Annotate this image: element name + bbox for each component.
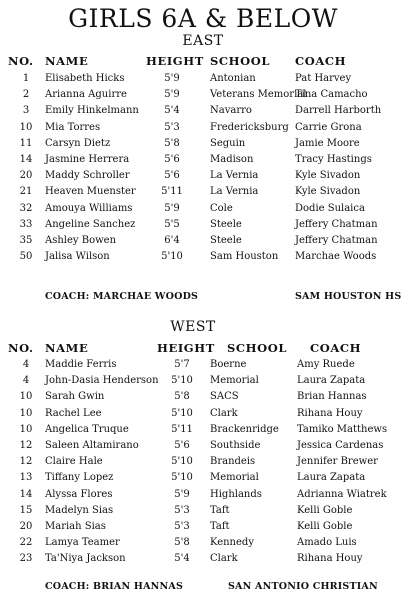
west-header-school: SCHOOL (227, 341, 288, 355)
cell-no: 10 (19, 121, 33, 133)
cell-no: 21 (19, 186, 33, 198)
cell-no: 10 (19, 423, 33, 435)
cell-school: Antonian (210, 73, 256, 84)
east-section-title: EAST (182, 33, 224, 49)
west-roster (0, 359, 406, 569)
table-row (0, 456, 406, 472)
west-header-height: HEIGHT (157, 341, 215, 355)
cell-coach: Marchae Woods (295, 251, 377, 263)
cell-no: 12 (19, 456, 33, 468)
cell-name: Rachel Lee (45, 407, 102, 419)
cell-no: 2 (22, 89, 30, 101)
cell-school: Boerne (210, 359, 247, 370)
cell-height: 5'9 (174, 488, 190, 500)
cell-coach: Rihana Houy (297, 553, 363, 565)
cell-coach: Tina Camacho (295, 89, 368, 101)
cell-no: 23 (19, 553, 33, 565)
cell-no: 3 (22, 105, 30, 117)
cell-coach: Kelli Goble (297, 520, 353, 532)
cell-coach: Adrianna Wiatrek (297, 488, 387, 500)
table-row (0, 553, 406, 569)
cell-height: 5'8 (164, 137, 180, 149)
cell-school: La Vernia (210, 186, 259, 198)
cell-no: 10 (19, 407, 33, 419)
cell-school: Steele (210, 218, 242, 230)
cell-school: Brandeis (210, 456, 256, 468)
cell-no: 11 (19, 137, 33, 149)
table-row (0, 359, 406, 375)
cell-height: 5'8 (174, 537, 190, 549)
cell-coach: Darrell Harborth (295, 105, 382, 117)
cell-coach: Jamie Moore (295, 137, 360, 149)
cell-school: Kennedy (210, 537, 254, 549)
cell-school: Fredericksburg (210, 121, 289, 133)
cell-no: 32 (19, 202, 33, 214)
cell-name: Lamya Teamer (45, 537, 120, 549)
east-footer-coach: COACH: MARCHAE WOODS (45, 291, 199, 302)
cell-coach: Tamiko Matthews (297, 423, 388, 435)
table-row (0, 505, 406, 521)
cell-coach: Rihana Houy (297, 407, 363, 419)
cell-coach: Brian Hannas (297, 391, 367, 403)
table-row (0, 521, 406, 537)
cell-school: Madison (210, 153, 254, 165)
cell-coach: Carrie Grona (295, 121, 362, 133)
cell-coach: Jessica Cardenas (297, 439, 384, 451)
cell-school: Cole (210, 202, 233, 214)
cell-school: Highlands (210, 488, 262, 500)
table-row (0, 424, 406, 440)
cell-name: Ta'Niya Jackson (45, 553, 126, 565)
table-row (0, 89, 406, 105)
cell-name: Ashley Bowen (45, 234, 117, 246)
cell-coach: Amy Ruede (297, 359, 355, 370)
west-footer-school: SAN ANTONIO CHRISTIAN (228, 581, 378, 592)
table-row (0, 440, 406, 456)
cell-name: Saleen Altamirano (45, 439, 139, 451)
east-roster (0, 73, 406, 267)
cell-name: Angeline Sanchez (45, 218, 136, 230)
cell-name: Sarah Gwin (45, 391, 105, 403)
cell-height: 5'4 (164, 105, 180, 117)
cell-school: Seguin (210, 137, 246, 149)
cell-no: 12 (19, 439, 33, 451)
cell-coach: Jeffery Chatman (295, 234, 378, 246)
east-header-school: SCHOOL (210, 54, 271, 68)
cell-coach: Tracy Hastings (295, 153, 372, 165)
cell-height: 5'10 (161, 251, 183, 263)
table-row (0, 203, 406, 219)
cell-name: Madelyn Sias (45, 504, 114, 516)
cell-name: Maddy Schroller (45, 170, 130, 182)
cell-height: 5'9 (164, 202, 180, 214)
table-row (0, 170, 406, 186)
cell-height: 5'5 (164, 218, 180, 230)
cell-no: 1 (22, 73, 30, 84)
cell-no: 14 (19, 153, 33, 165)
cell-name: Claire Hale (45, 456, 103, 468)
cell-school: Memorial (210, 375, 259, 387)
cell-name: Alyssa Flores (45, 488, 113, 500)
cell-no: 35 (19, 234, 33, 246)
table-row (0, 138, 406, 154)
cell-name: Arianna Aguirre (45, 89, 127, 101)
cell-height: 5'3 (174, 520, 190, 532)
cell-school: Veterans Memorial (210, 89, 307, 101)
table-row (0, 105, 406, 121)
table-row (0, 251, 406, 267)
east-header-height: HEIGHT (146, 54, 204, 68)
cell-name: Jalisa Wilson (45, 251, 110, 263)
cell-school: Taft (210, 520, 230, 532)
cell-height: 6'4 (164, 234, 180, 246)
cell-name: Tiffany Lopez (45, 472, 114, 484)
cell-height: 5'10 (171, 375, 193, 387)
cell-name: John-Dasia Henderson (45, 375, 159, 387)
cell-height: 5'11 (161, 186, 183, 198)
page-title: GIRLS 6A & BELOW (68, 4, 338, 33)
cell-school: Clark (210, 553, 238, 565)
cell-no: 20 (19, 520, 33, 532)
table-row (0, 154, 406, 170)
cell-height: 5'11 (171, 423, 193, 435)
cell-school: Brackenridge (210, 423, 279, 435)
cell-height: 5'6 (174, 439, 190, 451)
cell-coach: Jeffery Chatman (295, 218, 378, 230)
cell-name: Mia Torres (45, 121, 101, 133)
east-header-name: NAME (45, 54, 89, 68)
cell-no: 14 (19, 488, 33, 500)
cell-no: 13 (19, 472, 33, 484)
cell-height: 5'3 (164, 121, 180, 133)
cell-name: Jasmine Herrera (45, 153, 130, 165)
cell-coach: Kyle Sivadon (295, 186, 361, 198)
cell-height: 5'3 (174, 504, 190, 516)
cell-height: 5'9 (164, 89, 180, 101)
cell-height: 5'8 (174, 391, 190, 403)
cell-school: SACS (210, 391, 239, 403)
east-footer-school: SAM HOUSTON HS (295, 291, 402, 302)
cell-school: Southside (210, 439, 261, 451)
cell-name: Emily Hinkelmann (45, 105, 139, 117)
cell-name: Amouya Williams (45, 202, 133, 214)
cell-height: 5'7 (174, 359, 190, 370)
east-header-no: NO. (8, 54, 34, 68)
table-row (0, 375, 406, 391)
cell-name: Elisabeth Hicks (45, 73, 125, 84)
cell-no: 22 (19, 537, 33, 549)
table-row (0, 472, 406, 488)
cell-coach: Pat Harvey (295, 73, 352, 84)
cell-coach: Laura Zapata (297, 472, 366, 484)
cell-coach: Amado Luis (297, 537, 357, 549)
cell-school: Sam Houston (210, 251, 279, 263)
west-header-coach: COACH (310, 341, 362, 355)
cell-height: 5'10 (171, 472, 193, 484)
cell-height: 5'6 (164, 153, 180, 165)
cell-name: Heaven Muenster (45, 186, 136, 198)
cell-name: Mariah Sias (45, 520, 106, 532)
table-row (0, 73, 406, 89)
cell-coach: Jennifer Brewer (297, 456, 378, 468)
cell-name: Angelica Truque (45, 423, 129, 435)
east-header-coach: COACH (295, 54, 347, 68)
cell-school: Taft (210, 504, 230, 516)
cell-no: 15 (19, 504, 33, 516)
cell-coach: Kyle Sivadon (295, 170, 361, 182)
cell-school: La Vernia (210, 170, 259, 182)
west-header-no: NO. (8, 341, 34, 355)
cell-coach: Kelli Goble (297, 504, 353, 516)
cell-no: 4 (22, 375, 30, 387)
cell-no: 10 (19, 391, 33, 403)
cell-no: 20 (19, 170, 33, 182)
west-header-name: NAME (45, 341, 89, 355)
cell-school: Navarro (210, 105, 252, 117)
cell-height: 5'9 (164, 73, 180, 84)
cell-height: 5'10 (171, 456, 193, 468)
cell-no: 33 (19, 218, 33, 230)
cell-school: Steele (210, 234, 242, 246)
cell-name: Carsyn Dietz (45, 137, 111, 149)
west-section-title: WEST (170, 319, 216, 335)
cell-name: Maddie Ferris (45, 359, 117, 370)
table-row (0, 408, 406, 424)
cell-coach: Dodie Sulaica (295, 202, 365, 214)
cell-coach: Laura Zapata (297, 375, 366, 387)
table-row (0, 122, 406, 138)
cell-school: Memorial (210, 472, 259, 484)
table-row (0, 537, 406, 553)
cell-no: 50 (19, 251, 33, 263)
cell-height: 5'4 (174, 553, 190, 565)
cell-height: 5'6 (164, 170, 180, 182)
table-row (0, 489, 406, 505)
cell-school: Clark (210, 407, 238, 419)
cell-no: 4 (22, 359, 30, 370)
table-row (0, 391, 406, 407)
table-row (0, 235, 406, 251)
west-footer-coach: COACH: BRIAN HANNAS (45, 581, 184, 592)
table-row (0, 219, 406, 235)
table-row (0, 186, 406, 202)
cell-height: 5'10 (171, 407, 193, 419)
